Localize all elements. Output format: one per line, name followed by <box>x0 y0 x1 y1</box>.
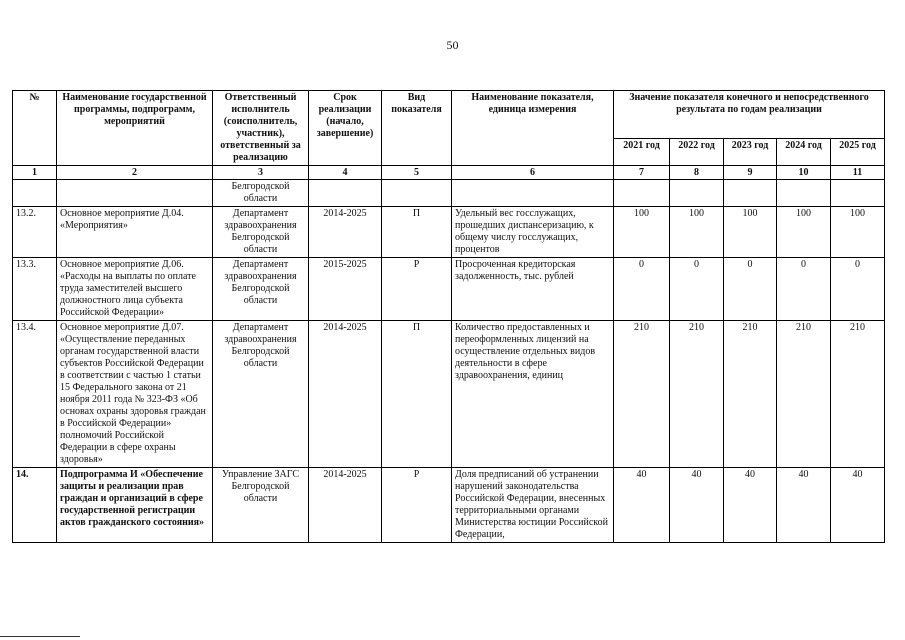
cell-indicator: Количество предоставленных и переоформленных лицензий на осуществление отдельных видов деятельности в сфере здравоохранения, единиц <box>452 321 614 468</box>
cell-value-2021: 0 <box>614 258 670 321</box>
column-number-row <box>13 166 885 180</box>
cell-type: П <box>382 321 452 468</box>
table-row <box>13 321 885 468</box>
header-responsible: Ответственный исполнитель (соисполнитель, участник), ответственный за реализацию <box>213 91 309 166</box>
cell-term: 2014-2025 <box>309 468 382 543</box>
column-number: 4 <box>309 166 382 180</box>
cell-empty <box>57 180 213 207</box>
cell-value-2024: 100 <box>777 207 831 258</box>
cell-responsible: Департамент здравоохранения Белгородской области <box>213 321 309 468</box>
cell-empty <box>777 180 831 207</box>
cell-term: 2015-2025 <box>309 258 382 321</box>
header-row <box>13 91 885 139</box>
cell-no: 14. <box>13 468 57 543</box>
table-row <box>13 207 885 258</box>
cell-empty <box>382 180 452 207</box>
cell-value-2023: 210 <box>724 321 777 468</box>
column-number: 6 <box>452 166 614 180</box>
cell-no: 13.4. <box>13 321 57 468</box>
header-year: 2025 год <box>831 139 885 166</box>
column-number: 3 <box>213 166 309 180</box>
cell-name: Основное мероприятие Д.07. «Осуществление переданных органам государственной власти субъектов Российской Федерации в соответствии с частью 1 статьи 15 Федерального закона от 21 ноября 2011 года № 323-ФЗ «Об основах охраны здоровья граждан в Российской Федерации» полномочий Российской Федерации в сфере охраны здоровья» <box>57 321 213 468</box>
continuation-row <box>13 180 885 207</box>
footnote-rule <box>0 636 80 637</box>
cell-value-2025: 0 <box>831 258 885 321</box>
cell-value-2024: 210 <box>777 321 831 468</box>
cell-type: П <box>382 207 452 258</box>
table-row <box>13 258 885 321</box>
cell-responsible: Белгородской области <box>213 180 309 207</box>
cell-value-2023: 100 <box>724 207 777 258</box>
cell-value-2021: 40 <box>614 468 670 543</box>
cell-value-2024: 0 <box>777 258 831 321</box>
header-indicator: Наименование показателя, единица измерения <box>452 91 614 166</box>
cell-empty <box>452 180 614 207</box>
header-name: Наименование государственной программы, подпрограмм, мероприятий <box>57 91 213 166</box>
cell-no: 13.3. <box>13 258 57 321</box>
header-year: 2022 год <box>670 139 724 166</box>
column-number: 11 <box>831 166 885 180</box>
cell-responsible: Департамент здравоохранения Белгородской области <box>213 207 309 258</box>
cell-name: Основное мероприятие Д.06. «Расходы на выплаты по оплате труда заместителей высшего должностного лица субъекта Российской Федерации» <box>57 258 213 321</box>
header-no: № <box>13 91 57 166</box>
cell-empty <box>670 180 724 207</box>
cell-value-2023: 0 <box>724 258 777 321</box>
page-number: 50 <box>446 38 459 52</box>
column-number: 1 <box>13 166 57 180</box>
cell-type: Р <box>382 468 452 543</box>
program-table <box>12 90 885 543</box>
column-number: 8 <box>670 166 724 180</box>
cell-empty <box>831 180 885 207</box>
cell-empty <box>309 180 382 207</box>
header-year: 2021 год <box>614 139 670 166</box>
cell-value-2022: 40 <box>670 468 724 543</box>
header-values-group: Значение показателя конечного и непосредственного результата по годам реализации <box>614 91 885 139</box>
cell-value-2025: 40 <box>831 468 885 543</box>
column-number: 9 <box>724 166 777 180</box>
header-year: 2024 год <box>777 139 831 166</box>
cell-term: 2014-2025 <box>309 321 382 468</box>
cell-value-2022: 210 <box>670 321 724 468</box>
column-number: 5 <box>382 166 452 180</box>
cell-term: 2014-2025 <box>309 207 382 258</box>
cell-value-2022: 100 <box>670 207 724 258</box>
cell-empty <box>13 180 57 207</box>
table-row <box>13 468 885 543</box>
cell-responsible: Управление ЗАГС Белгородской области <box>213 468 309 543</box>
cell-name: Основное мероприятие Д.04. «Мероприятия» <box>57 207 213 258</box>
cell-empty <box>724 180 777 207</box>
header-year: 2023 год <box>724 139 777 166</box>
cell-type: Р <box>382 258 452 321</box>
cell-value-2025: 210 <box>831 321 885 468</box>
cell-value-2022: 0 <box>670 258 724 321</box>
cell-value-2025: 100 <box>831 207 885 258</box>
cell-indicator: Удельный вес госслужащих, прошедших диспансеризацию, к общему числу госслужащих, процентов <box>452 207 614 258</box>
column-number: 7 <box>614 166 670 180</box>
header-type: Вид показателя <box>382 91 452 166</box>
column-number: 2 <box>57 166 213 180</box>
cell-value-2024: 40 <box>777 468 831 543</box>
column-number: 10 <box>777 166 831 180</box>
cell-empty <box>614 180 670 207</box>
cell-value-2021: 100 <box>614 207 670 258</box>
cell-value-2021: 210 <box>614 321 670 468</box>
cell-responsible: Департамент здравоохранения Белгородской области <box>213 258 309 321</box>
cell-indicator: Доля предписаний об устранении нарушений законодательства Российской Федерации, внесенных территориальными органами Министерства юстиции Российской Федерации, <box>452 468 614 543</box>
cell-no: 13.2. <box>13 207 57 258</box>
cell-indicator: Просроченная кредиторская задолженность, тыс. рублей <box>452 258 614 321</box>
cell-value-2023: 40 <box>724 468 777 543</box>
header-term: Срок реализации (начало, завершение) <box>309 91 382 166</box>
cell-name: Подпрограмма И «Обеспечение защиты и реализации прав граждан и организаций в сфере государственной регистрации актов гражданского состояния» <box>57 468 213 543</box>
